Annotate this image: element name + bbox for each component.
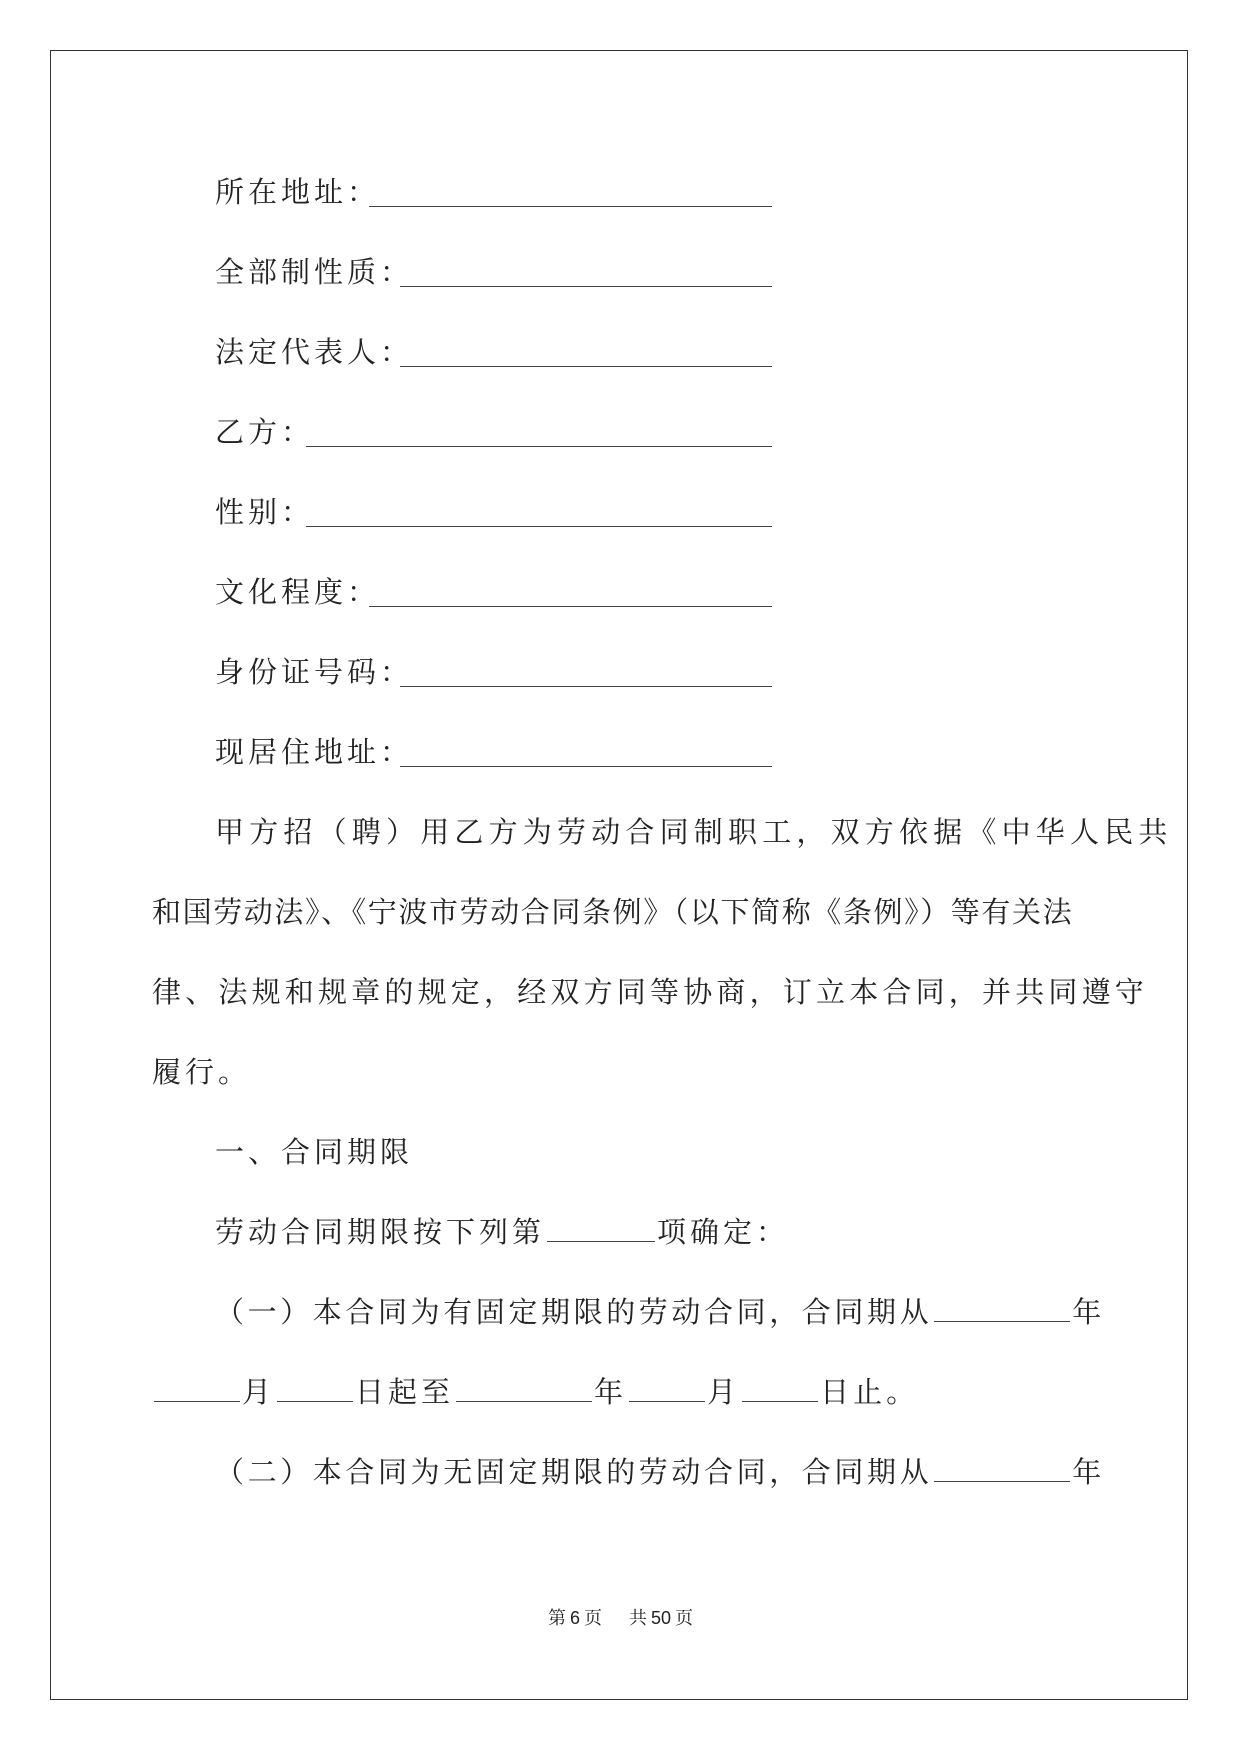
field-residence-blank[interactable] <box>400 766 772 767</box>
page-border <box>50 50 1188 1700</box>
item1-end-year-blank[interactable] <box>456 1379 592 1402</box>
item1-start-month-blank[interactable] <box>154 1379 240 1402</box>
field-label: 所在地址： <box>215 175 381 209</box>
total-pages: 50 <box>650 1608 671 1628</box>
item1-line-2 <box>152 1374 919 1410</box>
field-label: 身份证号码： <box>215 655 414 689</box>
month-label: 月 <box>707 1375 741 1409</box>
item2-start-year-blank[interactable] <box>934 1459 1070 1482</box>
field-address <box>215 174 380 210</box>
total-prefix: 共 <box>628 1608 647 1629</box>
item1-line-1 <box>215 1294 1105 1330</box>
field-label: 文化程度： <box>215 575 381 609</box>
total-word: 页 <box>674 1608 693 1629</box>
item1-end-day-blank[interactable] <box>742 1379 818 1402</box>
field-education-blank[interactable] <box>369 606 772 607</box>
field-ownership <box>215 254 413 290</box>
field-id-number-blank[interactable] <box>400 686 772 687</box>
day-end-label: 日止。 <box>820 1375 920 1409</box>
item2-line-1 <box>215 1454 1105 1490</box>
field-legal-rep-blank[interactable] <box>400 366 772 367</box>
intro-line-1: 甲方招（聘）用乙方为劳动合同制职工，双方依据《中华人民共 <box>215 815 1173 849</box>
month-label: 月 <box>242 1375 276 1409</box>
year-label: 年 <box>1072 1455 1105 1489</box>
page-prefix: 第 <box>548 1608 567 1629</box>
item2-text: （二）本合同为无固定期限的劳动合同，合同期从 <box>215 1455 933 1489</box>
section-heading: 一、合同期限 <box>215 1135 414 1169</box>
page-number: 6 <box>570 1608 581 1628</box>
intro-line-3: 律、法规和规章的规定，经双方同等协商，订立本合同，并共同遵守 <box>152 975 1149 1009</box>
item1-start-year-blank[interactable] <box>934 1299 1070 1322</box>
field-residence <box>215 734 413 770</box>
field-party-b <box>215 414 314 450</box>
field-address-blank[interactable] <box>369 206 772 207</box>
term-prefix: 劳动合同期限按下列第 <box>215 1215 546 1249</box>
field-label: 性别： <box>215 495 315 529</box>
field-label: 乙方： <box>215 415 315 449</box>
field-label: 全部制性质： <box>215 255 414 289</box>
field-id-number <box>215 654 413 690</box>
field-education <box>215 574 380 610</box>
term-suffix: 项确定： <box>657 1215 790 1249</box>
intro-line-4: 履行。 <box>152 1055 252 1089</box>
field-party-b-blank[interactable] <box>306 446 772 447</box>
page-word: 页 <box>584 1608 603 1629</box>
year-label: 年 <box>594 1375 628 1409</box>
field-label: 现居住地址： <box>215 735 414 769</box>
intro-line-2: 和国劳动法》、《宁波市劳动合同条例》（以下简称《条例》）等有关法 <box>152 895 1074 929</box>
item1-text: （一）本合同为有固定期限的劳动合同，合同期从 <box>215 1295 933 1329</box>
field-gender <box>215 494 314 530</box>
year-label: 年 <box>1072 1295 1105 1329</box>
term-line <box>215 1214 789 1250</box>
field-label: 法定代表人： <box>215 335 414 369</box>
item1-start-day-blank[interactable] <box>277 1379 353 1402</box>
page-footer <box>0 1604 1241 1630</box>
item1-end-month-blank[interactable] <box>629 1379 705 1402</box>
field-legal-rep <box>215 334 413 370</box>
day-from-label: 日起至 <box>355 1375 455 1409</box>
field-gender-blank[interactable] <box>306 526 772 527</box>
field-ownership-blank[interactable] <box>400 286 772 287</box>
term-choice-blank[interactable] <box>547 1219 655 1242</box>
